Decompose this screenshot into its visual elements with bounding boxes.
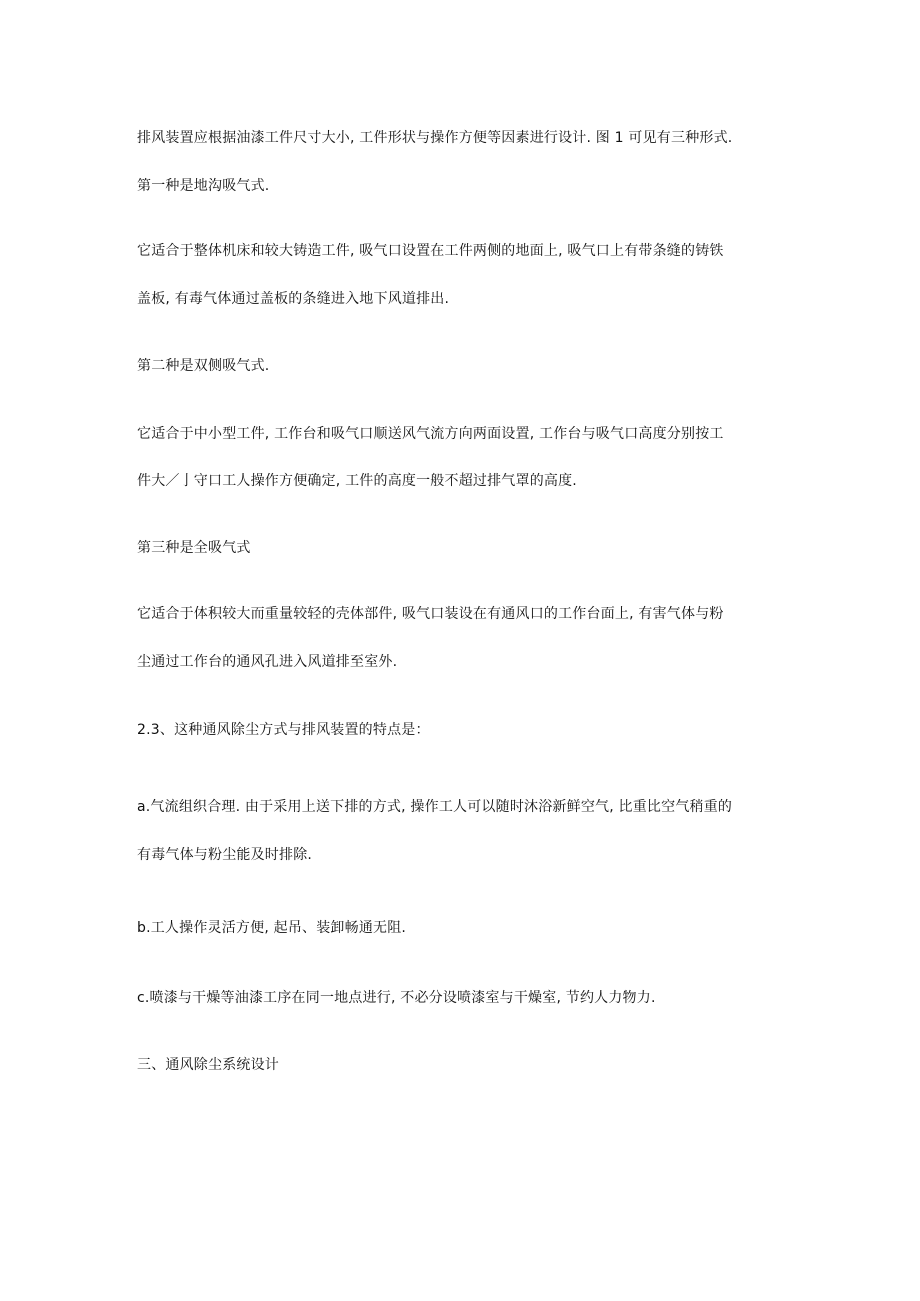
feature-c: c.喷漆与干燥等油漆工序在同一地点进行, 不必分设喷漆室与干燥室, 节约人力物力. [137, 990, 656, 1006]
paragraph-type-two-line-2: 件大／亅守口工人操作方便确定, 工件的高度一般不超过排气罩的高度. [137, 473, 577, 489]
paragraph-type-one-line-1: 它适合于整体机床和较大铸造工件, 吸气口设置在工件两侧的地面上, 吸气口上有带条缝的铸铁 [137, 243, 724, 259]
heading-type-one-trench-suction: 第一种是地沟吸气式. [137, 178, 270, 194]
feature-a-line-2: 有毒气体与粉尘能及时排除. [137, 847, 313, 863]
paragraph-type-three-line-1: 它适合于体积较大而重量较轻的壳体部件, 吸气口装设在有通风口的工作台面上, 有害气体与粉 [137, 606, 724, 622]
heading-type-three-full-suction: 第三种是全吸气式 [137, 540, 251, 556]
section-heading-3-system-design: 三、通风除尘系统设计 [137, 1057, 279, 1073]
feature-a-line-1: a.气流组织合理. 由于采用上送下排的方式, 操作工人可以随时沐浴新鲜空气, 比重比空气稍重的 [137, 799, 733, 815]
section-heading-2-3-features: 2.3、这种通风除尘方式与排风装置的特点是： [137, 722, 430, 738]
paragraph-type-three-line-2: 尘通过工作台的通风孔进入风道排至室外. [137, 654, 398, 670]
heading-type-two-double-side-suction: 第二种是双侧吸气式. [137, 358, 270, 374]
paragraph-type-two-line-1: 它适合于中小型工件, 工作台和吸气口顺送风气流方向两面设置, 工作台与吸气口高度分别按工 [137, 426, 724, 442]
feature-b: b.工人操作灵活方便, 起吊、装卸畅通无阻. [137, 920, 407, 936]
paragraph-type-one-line-2: 盖板, 有毒气体通过盖板的条缝进入地下风道排出. [137, 291, 450, 307]
paragraph-exhaust-design-intro: 排风装置应根据油漆工件尺寸大小, 工件形状与操作方便等因素进行设计. 图 1 可见有三种形式. [137, 130, 733, 146]
